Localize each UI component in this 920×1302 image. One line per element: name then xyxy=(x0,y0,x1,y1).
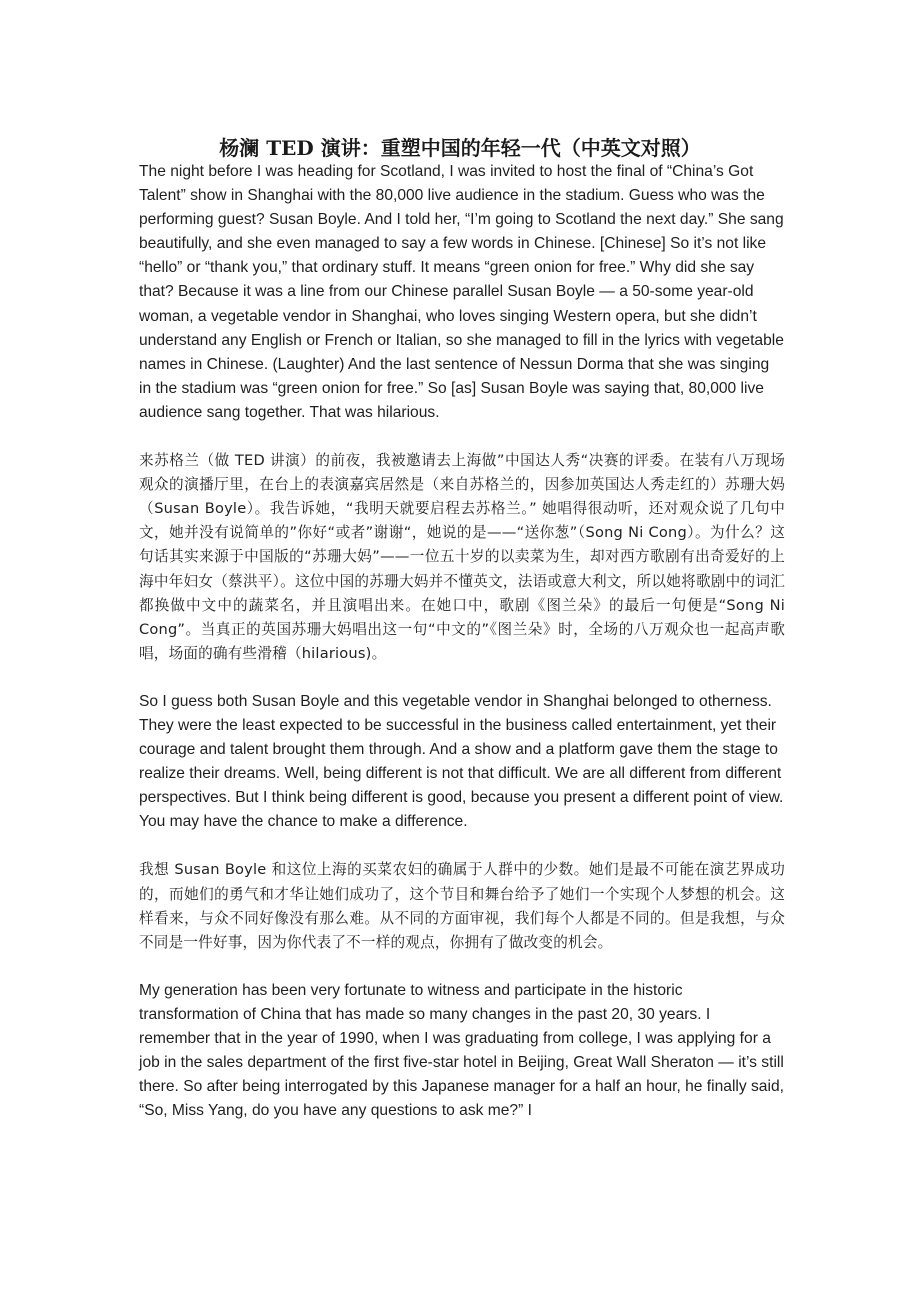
paragraph-gap xyxy=(139,834,785,858)
paragraph-gap xyxy=(139,955,785,979)
paragraph-gap xyxy=(139,666,785,690)
paragraph-en-scotland: The night before I was heading for Scotland, I was invited to host the final of “China’s Got Talent” show in Shanghai with the 80,000 live audience in the stadium. Guess who was the performing guest? Susan Boyle. And I told her, “I’m going to Scotland the next day.” She sang beautifully, and she even managed to say a few words in Chinese. [Chinese] So it’s not like “hello” or “thank you,” that ordinary stuff. It means “green onion for free.” Why did she say that? Because it was a line from our Chinese parallel Susan Boyle — a 50-some year-old woman, a vegetable vendor in Shanghai, who loves singing Western opera, but she didn’t understand any English or French or Italian, so she managed to fill in the lyrics with vegetable names in Chinese. (Laughter) And the last sentence of Nessun Dorma that she was singing in the stadium was “green onion for free.” So [as] Susan Boyle was saying that, 80,000 live audience sang together. That was hilarious. xyxy=(139,163,784,421)
document-body xyxy=(139,160,785,1123)
paragraph-zh-scotland: 来苏格兰（做 TED 讲演）的前夜，我被邀请去上海做”中国达人秀“决赛的评委。在装有八万现场观众的演播厅里，在台上的表演嘉宾居然是（来自苏格兰的，因参加英国达人秀走红的）苏珊大妈（Susan Boyle）。我告诉她，“我明天就要启程去苏格兰。” 她唱得很动听，还对观众说了几句中文，她并没有说简单的”你好“或者”谢谢“，她说的是——“送你葱”（Song Ni Cong）。为什么？这句话其实来源于中国版的“苏珊大妈”——一位五十岁的以卖菜为生，却对西方歌剧有出奇爱好的上海中年妇女（蔡洪平）。这位中国的苏珊大妈并不懂英文，法语或意大利文，所以她将歌剧中的词汇都换做中文中的蔬菜名，并且演唱出来。在她口中，歌剧《图兰朵》的最后一句便是“Song Ni Cong”。当真正的英国苏珊大妈唱出这一句“中文的”《图兰朵》时，全场的八万观众也一起高声歌唱，场面的确有些滑稽（hilarious)。 xyxy=(139,452,785,662)
paragraph-en-otherness: So I guess both Susan Boyle and this vegetable vendor in Shanghai belonged to otherness. They were the least expected to be successful in the business called entertainment, yet their courage and talent brought them through. And a show and a platform gave them the stage to realize their dreams. Well, being different is not that difficult. We are all different from different perspectives. But I think being different is good, because you present a different point of view. You may have the chance to make a difference. xyxy=(139,692,784,831)
paragraph-gap xyxy=(139,425,785,449)
document-title: 杨澜 TED 演讲：重塑中国的年轻一代（中英文对照） xyxy=(219,136,701,161)
paragraph-en-generation: My generation has been very fortunate to witness and participate in the historic transformation of China that has made so many changes in the past 20, 30 years. I remember that in the year of 1990, when I was graduating from college, I was applying for a job in the sales department of the first five-star hotel in Beijing, Great Wall Sheraton — it’s still there. So after being interrogated by this Japanese manager for a half an hour, he finally said, “So, Miss Yang, do you have any questions to ask me?” I xyxy=(139,981,784,1120)
paragraph-zh-otherness: 我想 Susan Boyle 和这位上海的买菜农妇的确属于人群中的少数。她们是最不可能在演艺界成功的，而她们的勇气和才华让她们成功了，这个节目和舞台给予了她们一个实现个人梦想的机会。这样看来，与众不同好像没有那么难。从不同的方面审视，我们每个人都是不同的。但是我想，与众不同是一件好事，因为你代表了不一样的观点，你拥有了做改变的机会。 xyxy=(139,861,785,951)
